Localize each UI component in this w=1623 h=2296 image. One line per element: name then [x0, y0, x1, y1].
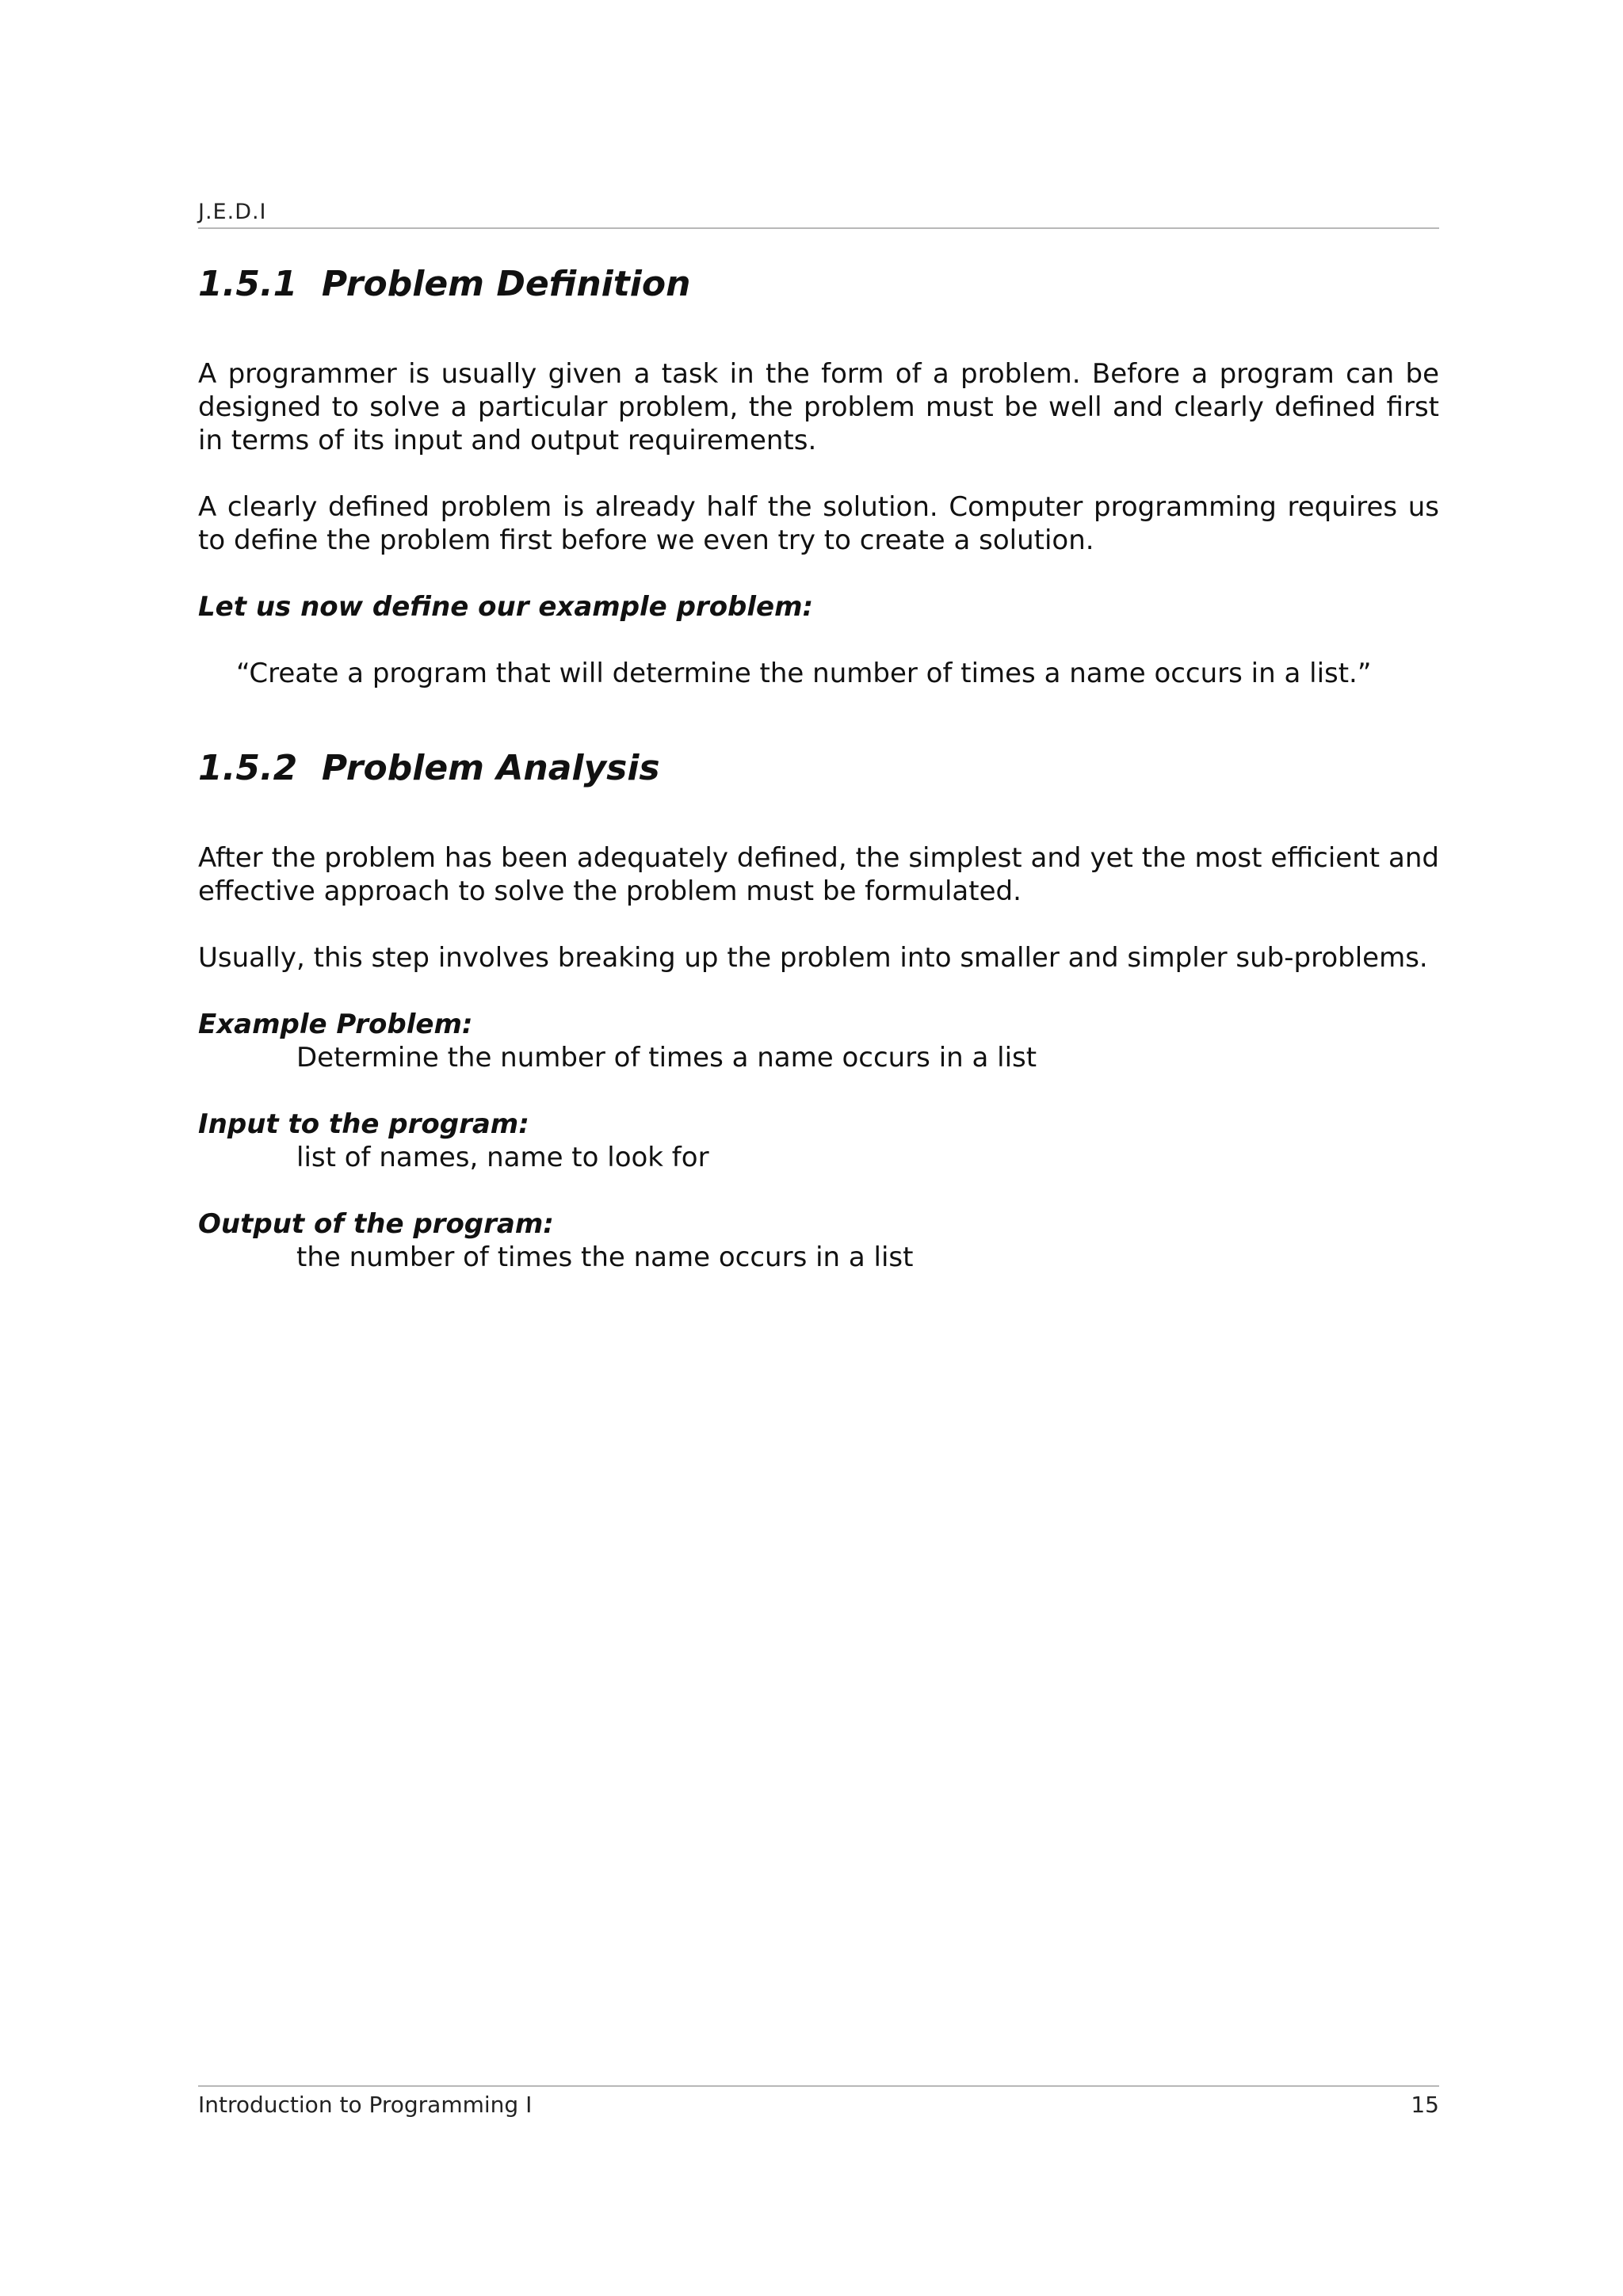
footer-book-title: Introduction to Programming I — [198, 2092, 533, 2118]
paragraph: A clearly defined problem is already half the solution. Computer programming requires us to define the problem first before we even try to create a solution. — [198, 491, 1439, 557]
paragraph: After the problem has been adequately defined, the simplest and yet the most efficient and effective approach to solve the problem must be formulated. — [198, 842, 1439, 908]
section-heading-problem-definition: 1.5.1 Problem Definition — [198, 264, 691, 304]
document-page — [198, 0, 1439, 2296]
page-number: 15 — [1411, 2092, 1439, 2118]
analysis-field-example — [198, 1008, 1439, 1074]
paragraph: A programmer is usually given a task in the form of a problem. Before a program can be designed to solve a particular problem, the problem must be well and clearly defined first in terms of its input and output requirements. — [198, 358, 1439, 457]
example-lead-label: Let us now define our example problem: — [198, 591, 814, 624]
paragraph: Usually, this step involves breaking up the problem into smaller and simpler sub-problems. — [198, 942, 1428, 974]
field-label: Input to the program: — [198, 1108, 529, 1141]
field-value: Determine the number of times a name occurs in a list — [296, 1042, 1037, 1074]
analysis-field-input — [198, 1108, 1439, 1174]
field-value: the number of times the name occurs in a list — [296, 1241, 914, 1274]
field-value: list of names, name to look for — [296, 1142, 709, 1174]
footer-divider — [198, 2085, 1439, 2087]
header-divider — [198, 227, 1439, 229]
running-header: J.E.D.I — [198, 200, 267, 224]
analysis-field-output — [198, 1207, 1439, 1274]
example-problem-quote: “Create a program that will determine the number of times a name occurs in a list.” — [236, 658, 1372, 690]
section-heading-problem-analysis: 1.5.2 Problem Analysis — [198, 748, 660, 789]
field-label: Example Problem: — [198, 1009, 473, 1041]
field-label: Output of the program: — [198, 1208, 554, 1241]
page-content — [198, 261, 1439, 1274]
